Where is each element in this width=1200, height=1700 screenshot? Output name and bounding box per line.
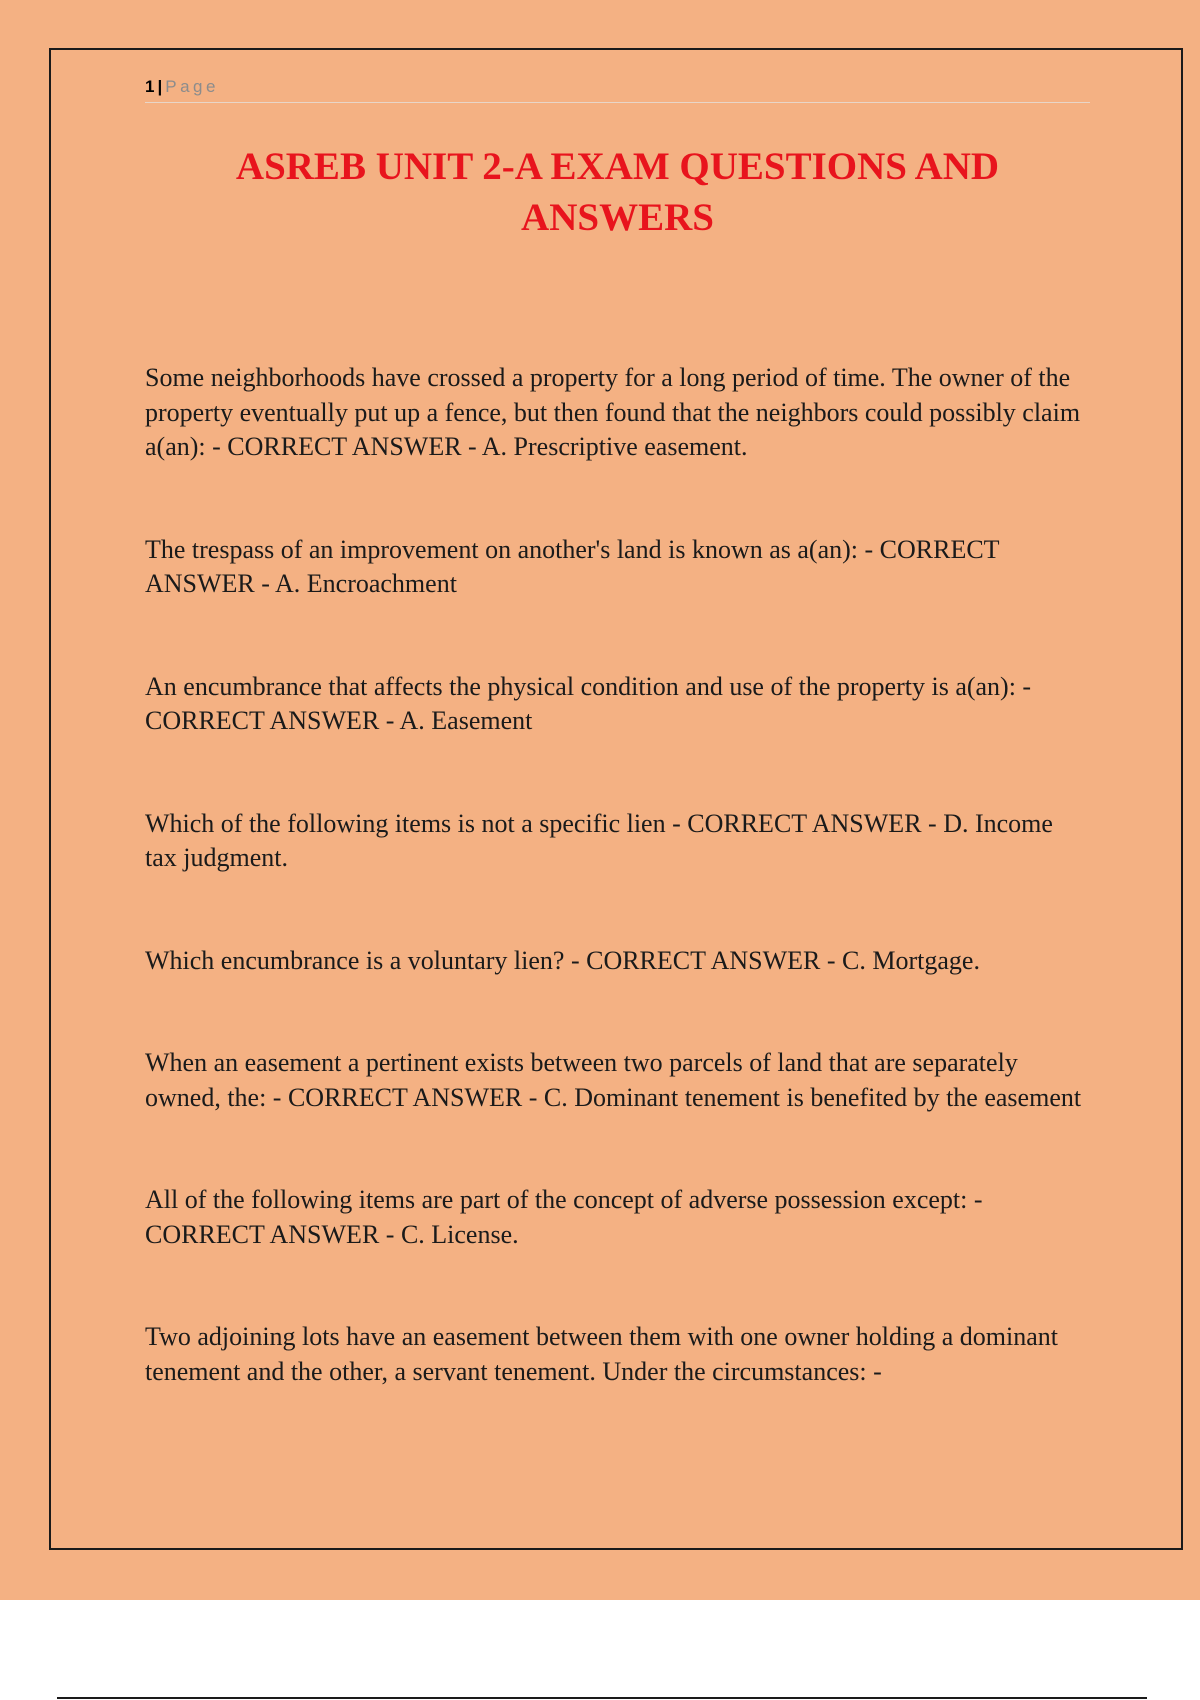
- qa-item: The trespass of an improvement on another's land is known as a(an): - CORRECT ANSWER - A. Encroachment: [145, 534, 1000, 598]
- bottom-divider: [57, 1697, 1147, 1699]
- qa-item: Which of the following items is not a specific lien - CORRECT ANSWER - D. Income tax judgment.: [145, 808, 1053, 872]
- page-number: 1: [145, 77, 155, 96]
- page-separator: |: [157, 77, 163, 96]
- qa-item: Which encumbrance is a voluntary lien? - CORRECT ANSWER - C. Mortgage.: [145, 945, 980, 975]
- page-header: [145, 74, 1090, 103]
- qa-item: When an easement a pertinent exists between two parcels of land that are separately owned, the: - CORRECT ANSWER - C. Dominant tenement is benefited by the easement: [145, 1048, 1082, 1112]
- qa-item: Some neighborhoods have crossed a property for a long period of time. The owner of the property eventually put up a fence, but then found that the neighbors could possibly claim a(an): - CORRECT ANSWER - A. Prescriptive easement.: [145, 363, 1081, 461]
- page-label: Page: [165, 77, 219, 96]
- qa-item: All of the following items are part of the concept of adverse possession except: - CORRECT ANSWER - C. License.: [145, 1185, 983, 1249]
- qa-list: [145, 361, 1090, 1457]
- qa-item: An encumbrance that affects the physical condition and use of the property is a(an): - CORRECT ANSWER - A. Easement: [145, 671, 1032, 735]
- document-title: ASREB UNIT 2-A EXAM QUESTIONS AND ANSWERS: [235, 145, 1000, 239]
- qa-item: Two adjoining lots have an easement between them with one owner holding a dominant tenement and the other, a servant tenement. Under the circumstances: -: [145, 1322, 1059, 1386]
